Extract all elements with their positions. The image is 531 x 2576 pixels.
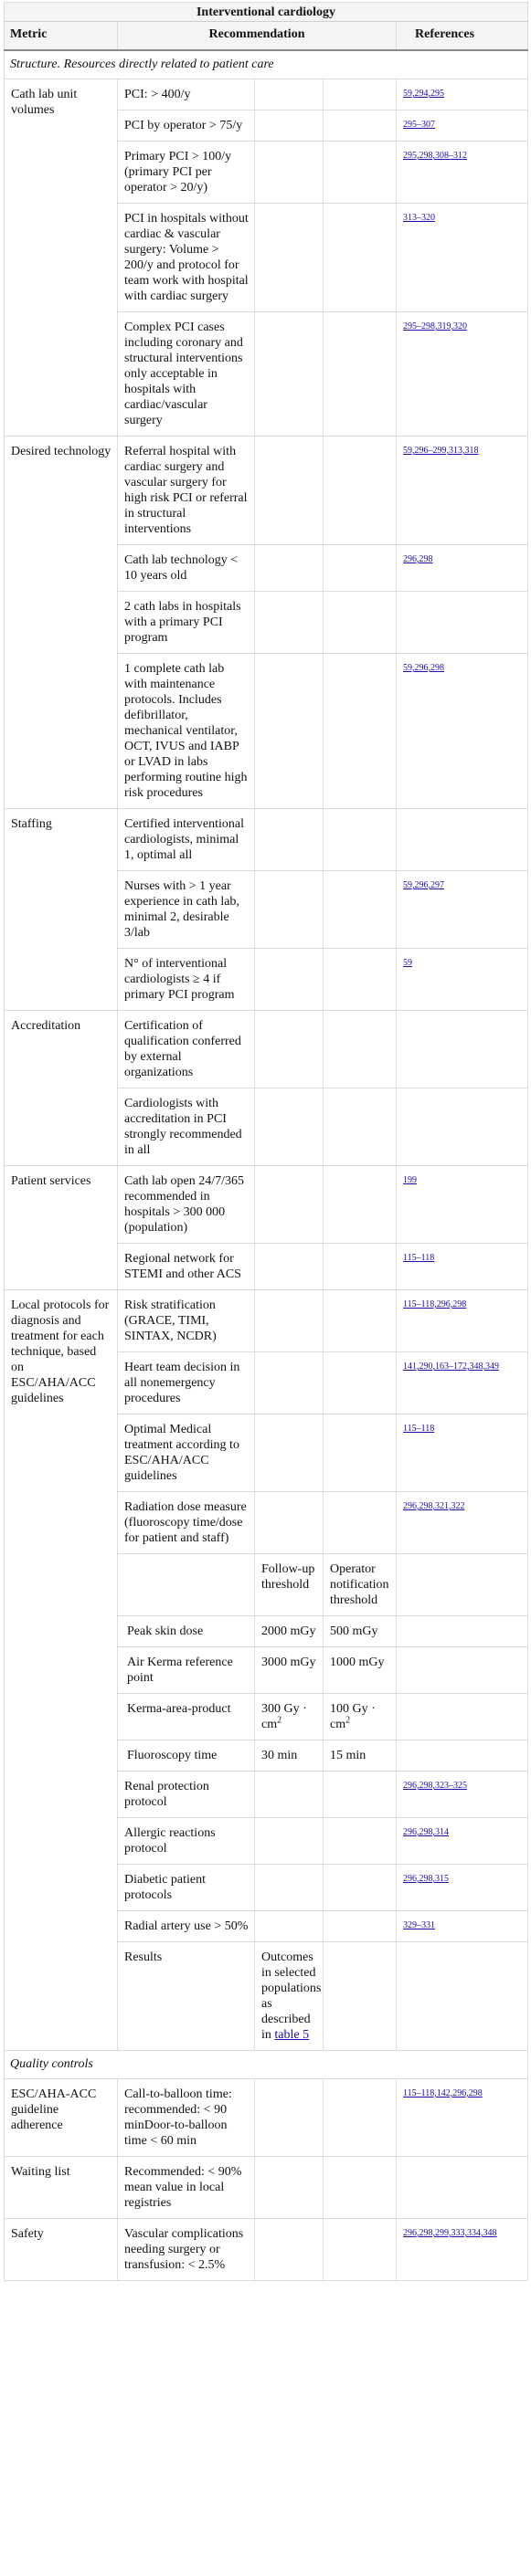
dose-operator-value: 1000 mGy bbox=[324, 1647, 397, 1694]
ref-link[interactable]: 296,298 bbox=[403, 554, 433, 564]
dose-row-label: Air Kerma reference point bbox=[118, 1647, 255, 1694]
table-link[interactable]: table 5 bbox=[274, 2028, 310, 2042]
metric-staffing: Staffing bbox=[5, 809, 118, 1011]
metric-desired-technology: Desired technology bbox=[5, 436, 118, 809]
ref-link[interactable]: 59,294,295 bbox=[403, 89, 444, 99]
dose-follow-value: 30 min bbox=[255, 1740, 324, 1772]
rec-heart-team: Heart team decision in all nonemergency procedures bbox=[118, 1352, 255, 1414]
metric-results: Results bbox=[118, 1942, 255, 2051]
ref-link[interactable]: 295–307 bbox=[403, 120, 435, 130]
ref-link[interactable]: 59,296–299,313,318 bbox=[403, 446, 479, 456]
ref-link[interactable]: 59,296,298 bbox=[403, 663, 444, 673]
ref-link[interactable]: 115–118,296,298 bbox=[403, 1299, 467, 1309]
rec-pci-volume: PCI: > 400/y bbox=[118, 79, 255, 110]
header-metric: Metric bbox=[5, 22, 118, 51]
rec-two-labs: 2 cath labs in hospitals with a primary PCI program bbox=[118, 592, 255, 654]
ref-link[interactable]: 329–331 bbox=[403, 1920, 435, 1930]
metric-patient-services: Patient services bbox=[5, 1166, 118, 1290]
dose-operator-value: 100 $Gy \cdot cm^2$ bbox=[324, 1694, 397, 1740]
guideline-table bbox=[4, 2, 528, 2281]
rec-omt: Optimal Medical treatment according to ESC/AHA/ACC guidelines bbox=[118, 1414, 255, 1492]
dose-row-label: Peak skin dose bbox=[118, 1616, 255, 1647]
header-recommendation: Recommendation bbox=[118, 22, 397, 51]
ref-link[interactable]: 59,296,297 bbox=[403, 880, 444, 890]
rec-renal: Renal protection protocol bbox=[118, 1772, 255, 1818]
rec-regional-network: Regional network for STEMI and other ACS bbox=[118, 1244, 255, 1290]
dose-col-follow: Follow-up threshold bbox=[255, 1554, 324, 1616]
rec-waiting: Recommended: < 90% mean value in local registries bbox=[118, 2157, 255, 2219]
ref-link[interactable]: 296,298,321,322 bbox=[403, 1501, 465, 1511]
ref-link[interactable]: 115–118 bbox=[403, 1424, 435, 1434]
metric-cath-lab-volumes: Cath lab unit volumes bbox=[5, 79, 118, 436]
rec-certification: Certification of qualification conferred by external organizations bbox=[118, 1011, 255, 1088]
dose-row-label: Fluoroscopy time bbox=[118, 1740, 255, 1772]
ref-link[interactable]: 59 bbox=[403, 958, 412, 968]
ref-link[interactable]: 141,290,163–172,348,349 bbox=[403, 1362, 499, 1372]
dose-row-label: Kerma-area-product bbox=[118, 1694, 255, 1740]
ref-link[interactable]: 199 bbox=[403, 1175, 417, 1185]
rec-allergic: Allergic reactions protocol bbox=[118, 1818, 255, 1865]
ref-link[interactable]: 313–320 bbox=[403, 213, 435, 223]
rec-certified: Certified interventional cardiologists, minimal 1, optimal all bbox=[118, 809, 255, 871]
rec-cath-tech: Cath lab technology < 10 years old bbox=[118, 545, 255, 592]
ref-link[interactable]: 295,298,308–312 bbox=[403, 151, 467, 161]
rec-radiation: Radiation dose measure (fluoroscopy time/dose for patient and staff) bbox=[118, 1492, 255, 1554]
rec-nurses: Nurses with > 1 year experience in cath lab, minimal 2, desirable 3/lab bbox=[118, 871, 255, 949]
rec-primary-pci: Primary PCI > 100/y (primary PCI per operator > 20/y) bbox=[118, 142, 255, 204]
rec-referral: Referral hospital with cardiac surgery and vascular surgery for high risk PCI or referral in structural interventions bbox=[118, 436, 255, 545]
dose-col-operator: Operator notification threshold bbox=[324, 1554, 397, 1616]
ref-link[interactable]: 115–118 bbox=[403, 1253, 435, 1263]
ref-link[interactable]: 296,298,315 bbox=[403, 1874, 449, 1884]
rec-pci-operator: PCI by operator > 75/y bbox=[118, 110, 255, 142]
dose-follow-value: 3000 mGy bbox=[255, 1647, 324, 1694]
dose-follow-value: 2000 mGy bbox=[255, 1616, 324, 1647]
rec-risk-stratification: Risk stratification (GRACE, TIMI, SINTAX, NCDR) bbox=[118, 1290, 255, 1352]
metric-accreditation: Accreditation bbox=[5, 1011, 118, 1166]
metric-esc-adherence: ESC/AHA-ACC guideline adherence bbox=[5, 2079, 118, 2157]
metric-local-protocols: Local protocols for diagnosis and treatment for each technique, based on ESC/AHA/ACC guidelines bbox=[5, 1290, 118, 2051]
section-quality: Quality controls bbox=[5, 2051, 528, 2079]
rec-complex-pci: Complex PCI cases including coronary and structural interventions only acceptable in hospitals with cardiac/vascular surgery bbox=[118, 312, 255, 436]
table-title: Interventional cardiology bbox=[5, 3, 528, 22]
rec-cardiologists-accreditation: Cardiologists with accreditation in PCI strongly recommended in all bbox=[118, 1088, 255, 1166]
rec-complete-lab: 1 complete cath lab with maintenance protocols. Includes defibrillator, mechanical ventilator, OCT, IVUS and IABP or LVAD in labs performing routine high risk procedures bbox=[118, 654, 255, 809]
metric-safety: Safety bbox=[5, 2219, 118, 2281]
rec-pci-no-surgery: PCI in hospitals without cardiac & vascular surgery: Volume > 200/y and protocol for team work with hospital with cardiac surgery bbox=[118, 204, 255, 312]
rec-diabetic: Diabetic patient protocols bbox=[118, 1865, 255, 1911]
metric-waiting-list: Waiting list bbox=[5, 2157, 118, 2219]
rec-outcomes: Outcomes in selected populations as described in table 5 bbox=[255, 1942, 324, 2051]
ref-link[interactable]: 296,298,323–325 bbox=[403, 1781, 467, 1791]
rec-radial: Radial artery use > 50% bbox=[118, 1911, 255, 1942]
dose-operator-value: 15 min bbox=[324, 1740, 397, 1772]
rec-safety: Vascular complications needing surgery or transfusion: < 2.5% bbox=[118, 2219, 255, 2281]
rec-cath-open: Cath lab open 24/7/365 recommended in hospitals > 300 000 (population) bbox=[118, 1166, 255, 1244]
dose-follow-value: 300 $Gy \cdot cm^2$ bbox=[255, 1694, 324, 1740]
ref-link[interactable]: 296,298,314 bbox=[403, 1827, 449, 1837]
dose-operator-value: 500 mGy bbox=[324, 1616, 397, 1647]
header-references: References bbox=[397, 22, 528, 51]
ref-link[interactable]: 115–118,142,296,298 bbox=[403, 2088, 483, 2098]
section-structure: Structure. Resources directly related to patient care bbox=[5, 50, 528, 79]
ref-link[interactable]: 295–298,319,320 bbox=[403, 321, 467, 331]
rec-door-balloon: Call-to-balloon time: recommended: < 90 minDoor-to-balloon time < 60 min bbox=[118, 2079, 255, 2157]
rec-n-cardiologists: N° of interventional cardiologists ≥ 4 if primary PCI program bbox=[118, 949, 255, 1011]
ref-link[interactable]: 296,298,299,333,334,348 bbox=[403, 2228, 497, 2238]
